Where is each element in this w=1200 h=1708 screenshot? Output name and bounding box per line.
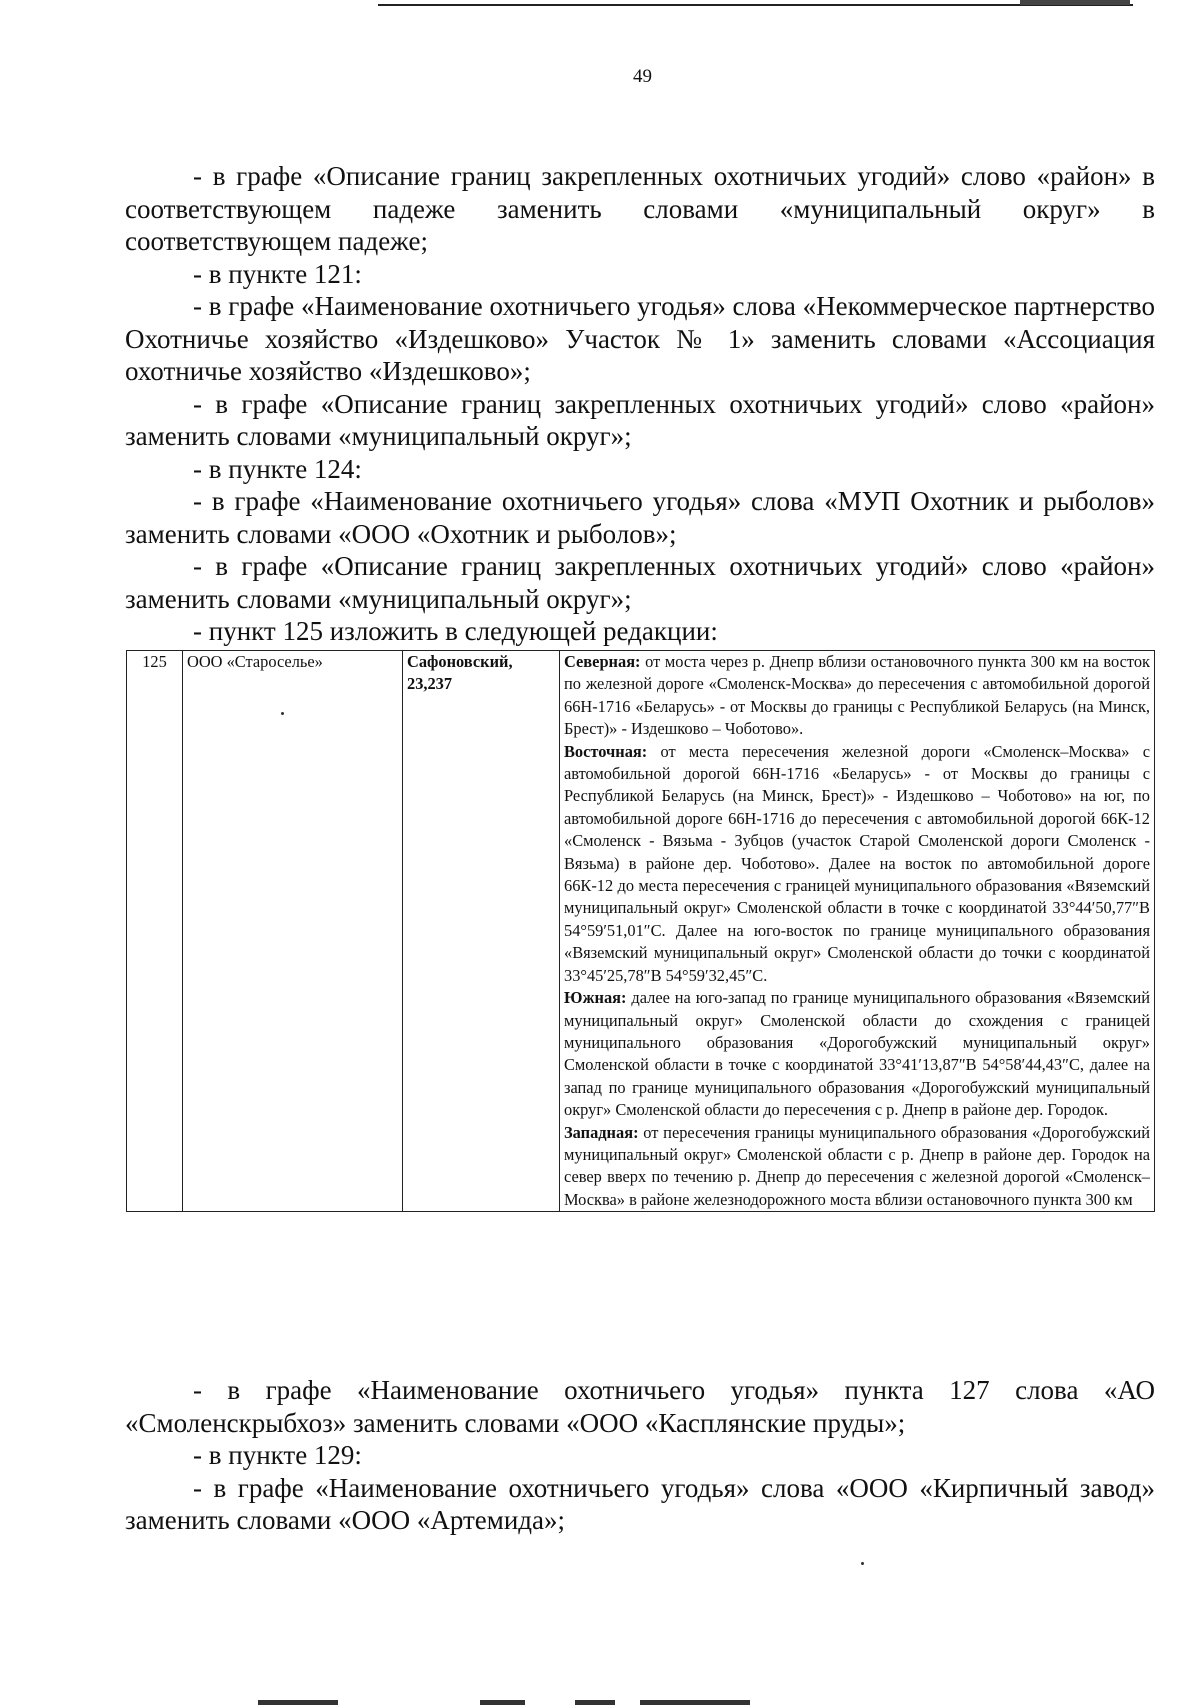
page-number: 49 <box>633 66 652 87</box>
footer-scan-mark <box>480 1700 525 1705</box>
paragraph-11: - в графе «Наименование охотничьего угодья» слова «ООО «Кирпичный завод» заменить словами «ООО «Артемида»; <box>125 1472 1155 1535</box>
paragraph-5: - в пункте 124: <box>193 453 362 484</box>
cell-district-area: Сафоновский, 23,237 <box>403 651 560 1212</box>
text-south: далее на юго-запад по границе муниципального образования «Вяземский муниципальный округ» Смоленской области до схождения с границей муниципального образования «Дорогобужский муниципальный округ» Смоленской области в точке с координатой 33°41′13,87″В 54°58′44,43″С, далее на запад по границе муниципального образования «Дорогобужский муниципальный округ» Смоленской области до пересечения с р. Днепр в районе дер. Городок. <box>564 988 1150 1120</box>
footer-scan-mark <box>258 1700 338 1705</box>
paragraph-4: - в графе «Описание границ закрепленных охотничьих угодий» слово «район» заменить словами «муниципальный округ»; <box>125 388 1155 451</box>
cell-boundary-description <box>560 651 1155 1212</box>
paragraph-8: - пункт 125 изложить в следующей редакции: <box>193 616 718 646</box>
paragraph-3: - в графе «Наименование охотничьего угодья» слова «Некоммерческое партнерство Охотничье хозяйство «Издешково» Участок № 1» заменить словами «Ассоциация охотничье хозяйство «Издешково»; <box>125 291 1155 386</box>
footer-scan-mark <box>640 1700 750 1705</box>
label-east: Восточная: <box>564 741 648 761</box>
paragraph-1: - в графе «Описание границ закрепленных охотничьих угодий» слово «район» в соответствующем падеже заменить словами «муниципальный округ» в соответствующем падеже; <box>125 161 1155 256</box>
hunting-ground-table <box>126 650 1155 1212</box>
text-west: от пересечения границы муниципального образования «Дорогобужский муниципальный округ» Смоленской области с р. Днепр в районе дер. Городок на север вверх по течению р. Днепр до пересечения с железной дорогой «Смоленск–Москва» в районе железнодорожного моста вблизи остановочного пункта 300 км <box>564 1122 1150 1209</box>
cell-name: ООО «Староселье» <box>183 651 403 1212</box>
boundary-west <box>564 1122 1150 1212</box>
top-scan-mark <box>1020 0 1130 5</box>
boundary-east <box>564 741 1150 987</box>
top-text-block <box>125 160 1155 648</box>
scan-speck <box>861 1562 864 1565</box>
paragraph-9: - в графе «Наименование охотничьего угодья» пункта 127 слова «АО «Смоленскрыбхоз» заменить словами «ООО «Касплянские пруды»; <box>125 1375 1155 1438</box>
bottom-text-block <box>125 1374 1155 1537</box>
paragraph-10: - в пункте 129: <box>193 1440 362 1470</box>
cell-number: 125 <box>127 651 183 1212</box>
scan-speck <box>281 712 284 715</box>
footer-scan-mark <box>575 1700 615 1705</box>
label-north: Северная: <box>564 652 641 671</box>
label-south: Южная: <box>564 988 627 1008</box>
paragraph-6: - в графе «Наименование охотничьего угодья» слова «МУП Охотник и рыболов» заменить словами «ООО «Охотник и рыболов»; <box>125 486 1155 549</box>
label-west: Западная: <box>564 1122 639 1142</box>
paragraph-2: - в пункте 121: <box>193 258 362 289</box>
boundary-south <box>564 987 1150 1121</box>
boundary-north <box>564 651 1150 741</box>
text-east: от места пересечения железной дороги «Смоленск–Москва» с автомобильной дорогой 66Н-1716 «Беларусь» - от Москвы до границы с Республикой Беларусь (на Минск, Брест)» - Издешково – Чоботово» на юг, по автомобильной дороге 66Н-1716 до пересечения с автомобильной дорогой 66К-12 «Смоленск - Вязьма - Зубцов (участок Старой Смоленской дороги Смоленск - Вязьма) в районе дер. Чоботово». Далее на восток по автомобильной дороге 66К-12 до места пересечения с границей муниципального образования «Вяземский муниципальный округ» Смоленской области в точке с координатой 33°44′50,77″В 54°59′51,01″С. Далее на юго-восток по границе муниципального образования «Вяземский муниципальный округ» Смоленской области до точки с координатой 33°45′25,78″В 54°59′32,45″С. <box>564 741 1150 985</box>
paragraph-7: - в графе «Описание границ закрепленных охотничьих угодий» слово «район» заменить словами «муниципальный округ»; <box>125 551 1155 614</box>
text-north: от моста через р. Днепр вблизи остановочного пункта 300 км на восток по железной дороге «Смоленск-Москва» до пересечения с автомобильной дорогой 66Н-1716 «Беларусь» - от Москвы до границы с Республикой Беларусь (на Минск, Брест)» - Издешково – Чоботово». <box>564 652 1150 739</box>
table-row <box>127 651 1155 1212</box>
